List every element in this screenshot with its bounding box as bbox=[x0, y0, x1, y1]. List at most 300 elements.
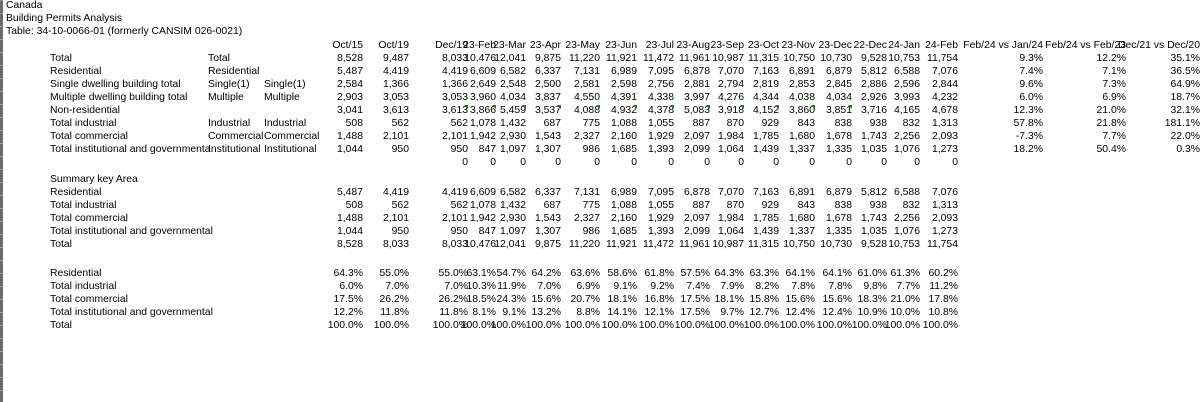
summary-value-cell[interactable]: 10,730 bbox=[820, 239, 852, 250]
share-value-cell[interactable]: 55.0% bbox=[438, 268, 468, 279]
value-cell[interactable]: 0 bbox=[738, 157, 744, 168]
value-cell[interactable]: 7,131 bbox=[573, 66, 600, 77]
row-sublabel[interactable]: Commercial bbox=[208, 131, 264, 142]
value-cell[interactable]: 1,678 bbox=[825, 131, 852, 142]
value-cell[interactable]: 1,984 bbox=[717, 131, 744, 142]
share-value-cell[interactable]: 13.2% bbox=[531, 307, 561, 318]
value-cell[interactable]: 986 bbox=[582, 144, 600, 155]
share-value-cell[interactable]: 63.3% bbox=[749, 268, 779, 279]
value-cell[interactable]: 887 bbox=[692, 118, 710, 129]
value-cell[interactable]: 2,099 bbox=[683, 144, 710, 155]
column-header[interactable]: 23-Jun bbox=[605, 40, 637, 51]
column-header[interactable]: Oct/19 bbox=[378, 40, 409, 51]
share-value-cell[interactable]: 61.8% bbox=[644, 268, 674, 279]
value-cell[interactable]: 6,891 bbox=[788, 66, 815, 77]
value-cell[interactable]: 4,038 bbox=[788, 92, 815, 103]
summary-value-cell[interactable]: 929 bbox=[761, 200, 779, 211]
value-cell[interactable]: 4,378 bbox=[647, 105, 674, 116]
value-cell[interactable]: 1,366 bbox=[382, 79, 409, 90]
summary-value-cell[interactable]: 1,543 bbox=[534, 213, 561, 224]
share-value-cell[interactable]: 63.6% bbox=[570, 268, 600, 279]
value-cell[interactable]: 1,335 bbox=[825, 144, 852, 155]
summary-value-cell[interactable]: 1,743 bbox=[860, 213, 887, 224]
value-cell[interactable]: 1,942 bbox=[469, 131, 496, 142]
share-value-cell[interactable]: 100.0% bbox=[851, 320, 887, 331]
summary-value-cell[interactable]: 1,097 bbox=[499, 226, 526, 237]
value-cell[interactable]: 2,581 bbox=[573, 79, 600, 90]
share-value-cell[interactable]: 7.8% bbox=[791, 281, 815, 292]
value-cell[interactable]: 1,035 bbox=[860, 144, 887, 155]
summary-value-cell[interactable]: 950 bbox=[391, 226, 409, 237]
summary-value-cell[interactable]: 1,785 bbox=[752, 213, 779, 224]
value-cell[interactable]: 4,034 bbox=[499, 92, 526, 103]
share-value-cell[interactable]: 100.0% bbox=[884, 320, 920, 331]
change-cell[interactable]: 50.4% bbox=[1096, 144, 1126, 155]
summary-value-cell[interactable]: 9,528 bbox=[860, 239, 887, 250]
value-cell[interactable]: 2,794 bbox=[717, 79, 744, 90]
value-cell[interactable]: 1,366 bbox=[441, 79, 468, 90]
summary-value-cell[interactable]: 10,753 bbox=[888, 239, 920, 250]
value-cell[interactable]: 1,055 bbox=[647, 118, 674, 129]
value-cell[interactable]: 2,101 bbox=[382, 131, 409, 142]
change-cell[interactable]: 7.7% bbox=[1102, 131, 1126, 142]
share-value-cell[interactable]: 100.0% bbox=[432, 320, 468, 331]
value-cell[interactable]: 2,881 bbox=[683, 79, 710, 90]
value-cell[interactable]: 843 bbox=[797, 118, 815, 129]
value-cell[interactable]: 0 bbox=[490, 157, 496, 168]
summary-value-cell[interactable]: 508 bbox=[345, 200, 363, 211]
share-value-cell[interactable]: 54.7% bbox=[496, 268, 526, 279]
summary-value-cell[interactable]: 1,055 bbox=[647, 200, 674, 211]
value-cell[interactable]: 9,487 bbox=[382, 53, 409, 64]
change-cell[interactable]: -7.3% bbox=[1015, 131, 1043, 142]
value-cell[interactable]: 4,391 bbox=[610, 92, 637, 103]
summary-value-cell[interactable]: 687 bbox=[543, 200, 561, 211]
value-cell[interactable]: 0 bbox=[631, 157, 637, 168]
value-cell[interactable]: 6,588 bbox=[893, 66, 920, 77]
share-value-cell[interactable]: 7.8% bbox=[828, 281, 852, 292]
change-cell[interactable]: 35.1% bbox=[1170, 53, 1200, 64]
change-cell[interactable]: 181.1% bbox=[1164, 118, 1200, 129]
share-value-cell[interactable]: 12.2% bbox=[333, 307, 363, 318]
value-cell[interactable]: 508 bbox=[345, 118, 363, 129]
value-cell[interactable]: 7,095 bbox=[647, 66, 674, 77]
share-value-cell[interactable]: 17.5% bbox=[680, 294, 710, 305]
value-cell[interactable]: 5,487 bbox=[336, 66, 363, 77]
value-cell[interactable]: 5,083 bbox=[683, 105, 710, 116]
value-cell[interactable]: 3,537 bbox=[534, 105, 561, 116]
value-cell[interactable]: 11,961 bbox=[678, 53, 710, 64]
value-cell[interactable]: 1,439 bbox=[752, 144, 779, 155]
change-cell[interactable]: 12.3% bbox=[1013, 105, 1043, 116]
share-value-cell[interactable]: 61.0% bbox=[857, 268, 887, 279]
value-cell[interactable]: 10,750 bbox=[783, 53, 815, 64]
share-value-cell[interactable]: 10.8% bbox=[928, 307, 958, 318]
value-cell[interactable]: 3,053 bbox=[441, 92, 468, 103]
share-value-cell[interactable]: 7.0% bbox=[385, 281, 409, 292]
value-cell[interactable]: 4,678 bbox=[931, 105, 958, 116]
share-value-cell[interactable]: 11.9% bbox=[497, 281, 526, 292]
share-value-cell[interactable]: 12.1% bbox=[644, 307, 674, 318]
summary-value-cell[interactable]: 986 bbox=[582, 226, 600, 237]
value-cell[interactable]: 11,921 bbox=[605, 53, 637, 64]
change-cell[interactable]: 18.2% bbox=[1013, 144, 1043, 155]
change-cell[interactable]: 6.9% bbox=[1102, 92, 1126, 103]
value-cell[interactable]: 10,476 bbox=[464, 53, 496, 64]
value-cell[interactable]: 4,932 bbox=[610, 105, 637, 116]
summary-value-cell[interactable]: 6,879 bbox=[825, 187, 852, 198]
summary-value-cell[interactable]: 7,076 bbox=[931, 187, 958, 198]
summary-value-cell[interactable]: 12,041 bbox=[494, 239, 526, 250]
value-cell[interactable]: 1,044 bbox=[336, 144, 363, 155]
column-header[interactable]: Dec/19 bbox=[435, 40, 468, 51]
share-value-cell[interactable]: 17.5% bbox=[680, 307, 710, 318]
share-value-cell[interactable]: 100.0% bbox=[743, 320, 779, 331]
share-value-cell[interactable]: 55.0% bbox=[379, 268, 409, 279]
share-value-cell[interactable]: 10.3% bbox=[466, 281, 496, 292]
summary-value-cell[interactable]: 562 bbox=[450, 200, 468, 211]
share-value-cell[interactable]: 100.0% bbox=[373, 320, 409, 331]
value-cell[interactable]: 0 bbox=[952, 157, 958, 168]
share-value-cell[interactable]: 20.7% bbox=[570, 294, 600, 305]
summary-value-cell[interactable]: 5,812 bbox=[860, 187, 887, 198]
share-value-cell[interactable]: 100.0% bbox=[525, 320, 561, 331]
share-value-cell[interactable]: 64.1% bbox=[785, 268, 815, 279]
share-value-cell[interactable]: 17.8% bbox=[928, 294, 958, 305]
share-value-cell[interactable]: 58.6% bbox=[607, 268, 637, 279]
summary-value-cell[interactable]: 1,680 bbox=[788, 213, 815, 224]
share-row-label[interactable]: Total commercial bbox=[50, 294, 128, 305]
share-value-cell[interactable]: 7.0% bbox=[444, 281, 468, 292]
share-value-cell[interactable]: 11.2% bbox=[929, 281, 958, 292]
change-cell[interactable]: 12.2% bbox=[1096, 53, 1126, 64]
value-cell[interactable]: 0 bbox=[555, 157, 561, 168]
value-cell[interactable]: 2,584 bbox=[336, 79, 363, 90]
value-cell[interactable]: 2,649 bbox=[469, 79, 496, 90]
change-cell[interactable]: 7.1% bbox=[1102, 66, 1126, 77]
summary-value-cell[interactable]: 1,393 bbox=[647, 226, 674, 237]
share-value-cell[interactable]: 12.4% bbox=[822, 307, 852, 318]
change-cell[interactable]: 0.3% bbox=[1176, 144, 1200, 155]
share-value-cell[interactable]: 10.0% bbox=[890, 307, 920, 318]
value-cell[interactable]: 1,393 bbox=[647, 144, 674, 155]
row-sublabel-2[interactable]: Industrial bbox=[264, 118, 307, 129]
value-cell[interactable]: 0 bbox=[773, 157, 779, 168]
row-sublabel[interactable]: Total bbox=[208, 53, 230, 64]
summary-value-cell[interactable]: 1,064 bbox=[717, 226, 744, 237]
value-cell[interactable]: 3,613 bbox=[382, 105, 409, 116]
summary-value-cell[interactable]: 1,035 bbox=[860, 226, 887, 237]
summary-value-cell[interactable]: 11,754 bbox=[926, 239, 958, 250]
value-cell[interactable]: 1,273 bbox=[931, 144, 958, 155]
value-cell[interactable]: 2,598 bbox=[610, 79, 637, 90]
value-cell[interactable]: 4,232 bbox=[931, 92, 958, 103]
change-cell[interactable]: 22.0% bbox=[1170, 131, 1200, 142]
change-cell[interactable]: 6.0% bbox=[1019, 92, 1043, 103]
value-cell[interactable]: 0 bbox=[914, 157, 920, 168]
summary-value-cell[interactable]: 562 bbox=[391, 200, 409, 211]
share-value-cell[interactable]: 8.8% bbox=[576, 307, 600, 318]
row-sublabel[interactable]: Single(1) bbox=[208, 79, 250, 90]
share-value-cell[interactable]: 7.9% bbox=[720, 281, 744, 292]
value-cell[interactable]: 8,528 bbox=[336, 53, 363, 64]
value-cell[interactable]: 847 bbox=[478, 144, 496, 155]
value-cell[interactable]: 1,680 bbox=[788, 131, 815, 142]
column-header[interactable]: 23-Aug bbox=[676, 40, 710, 51]
summary-value-cell[interactable]: 4,419 bbox=[441, 187, 468, 198]
change-column-header[interactable]: Feb/24 vs Feb/23 bbox=[1045, 40, 1126, 51]
share-value-cell[interactable]: 61.3% bbox=[890, 268, 920, 279]
value-cell[interactable]: 3,960 bbox=[469, 92, 496, 103]
summary-value-cell[interactable]: 1,984 bbox=[717, 213, 744, 224]
row-label[interactable]: Single dwelling building total bbox=[50, 79, 181, 90]
share-value-cell[interactable]: 100.0% bbox=[564, 320, 600, 331]
summary-value-cell[interactable]: 8,528 bbox=[336, 239, 363, 250]
share-value-cell[interactable]: 100.0% bbox=[674, 320, 710, 331]
value-cell[interactable]: 0 bbox=[809, 157, 815, 168]
value-cell[interactable]: 12,041 bbox=[494, 53, 526, 64]
summary-value-cell[interactable]: 1,942 bbox=[469, 213, 496, 224]
column-header[interactable]: 23-Dec bbox=[818, 40, 852, 51]
column-header[interactable]: 23-Apr bbox=[529, 40, 561, 51]
share-value-cell[interactable]: 15.6% bbox=[822, 294, 852, 305]
value-cell[interactable]: 7,163 bbox=[752, 66, 779, 77]
summary-value-cell[interactable]: 8,033 bbox=[382, 239, 409, 250]
value-cell[interactable]: 2,093 bbox=[931, 131, 958, 142]
column-header[interactable]: 24-Feb bbox=[925, 40, 958, 51]
value-cell[interactable]: 4,034 bbox=[825, 92, 852, 103]
summary-value-cell[interactable]: 2,101 bbox=[382, 213, 409, 224]
change-cell[interactable]: 7.4% bbox=[1019, 66, 1043, 77]
share-row-label[interactable]: Residential bbox=[50, 268, 102, 279]
summary-value-cell[interactable]: 838 bbox=[834, 200, 852, 211]
share-value-cell[interactable]: 7.7% bbox=[896, 281, 920, 292]
value-cell[interactable]: 10,987 bbox=[712, 53, 744, 64]
value-cell[interactable]: 1,432 bbox=[499, 118, 526, 129]
value-cell[interactable]: 1,685 bbox=[610, 144, 637, 155]
change-cell[interactable]: 21.8% bbox=[1096, 118, 1126, 129]
share-value-cell[interactable]: 9.1% bbox=[502, 307, 526, 318]
value-cell[interactable]: 2,548 bbox=[499, 79, 526, 90]
value-cell[interactable]: 687 bbox=[543, 118, 561, 129]
share-value-cell[interactable]: 15.8% bbox=[749, 294, 779, 305]
summary-value-cell[interactable]: 11,961 bbox=[678, 239, 710, 250]
change-cell[interactable]: 18.7% bbox=[1170, 92, 1200, 103]
summary-value-cell[interactable]: 2,097 bbox=[683, 213, 710, 224]
share-value-cell[interactable]: 9.8% bbox=[863, 281, 887, 292]
value-cell[interactable]: 6,878 bbox=[683, 66, 710, 77]
value-cell[interactable]: 9,875 bbox=[534, 53, 561, 64]
summary-value-cell[interactable]: 6,588 bbox=[893, 187, 920, 198]
column-header[interactable]: 23-Mar bbox=[493, 40, 526, 51]
value-cell[interactable]: 929 bbox=[761, 118, 779, 129]
row-sublabel-2[interactable]: Commercial bbox=[264, 131, 320, 142]
value-cell[interactable]: 2,327 bbox=[573, 131, 600, 142]
share-value-cell[interactable]: 8.1% bbox=[472, 307, 496, 318]
value-cell[interactable]: 950 bbox=[450, 144, 468, 155]
value-cell[interactable]: 11,315 bbox=[747, 53, 779, 64]
value-cell[interactable]: 838 bbox=[834, 118, 852, 129]
row-sublabel[interactable]: Multiple bbox=[208, 92, 244, 103]
change-cell[interactable]: 57.8% bbox=[1013, 118, 1043, 129]
change-cell[interactable]: 64.9% bbox=[1170, 79, 1200, 90]
value-cell[interactable]: 2,930 bbox=[499, 131, 526, 142]
share-value-cell[interactable]: 100.0% bbox=[327, 320, 363, 331]
value-cell[interactable]: 832 bbox=[902, 118, 920, 129]
share-value-cell[interactable]: 100.0% bbox=[922, 320, 958, 331]
summary-value-cell[interactable]: 1,273 bbox=[931, 226, 958, 237]
share-value-cell[interactable]: 10.9% bbox=[857, 307, 887, 318]
value-cell[interactable]: 1,078 bbox=[469, 118, 496, 129]
value-cell[interactable]: 4,550 bbox=[573, 92, 600, 103]
summary-value-cell[interactable]: 7,095 bbox=[647, 187, 674, 198]
value-cell[interactable]: 1,929 bbox=[647, 131, 674, 142]
change-cell[interactable]: 9.3% bbox=[1019, 53, 1043, 64]
row-label[interactable]: Total commercial bbox=[50, 131, 128, 142]
value-cell[interactable]: 10,730 bbox=[820, 53, 852, 64]
value-cell[interactable]: 3,041 bbox=[336, 105, 363, 116]
value-cell[interactable]: 2,886 bbox=[860, 79, 887, 90]
column-header[interactable]: 22-Dec bbox=[853, 40, 887, 51]
value-cell[interactable]: 7,076 bbox=[931, 66, 958, 77]
share-value-cell[interactable]: 64.1% bbox=[822, 268, 852, 279]
row-sublabel[interactable]: Institutional bbox=[208, 144, 261, 155]
summary-value-cell[interactable]: 1,078 bbox=[469, 200, 496, 211]
summary-value-cell[interactable]: 1,307 bbox=[534, 226, 561, 237]
summary-value-cell[interactable]: 8,033 bbox=[441, 239, 468, 250]
value-cell[interactable]: 6,989 bbox=[610, 66, 637, 77]
column-header[interactable]: 23-Oct bbox=[747, 40, 779, 51]
share-value-cell[interactable]: 18.5% bbox=[466, 294, 496, 305]
value-cell[interactable]: 562 bbox=[450, 118, 468, 129]
value-cell[interactable]: 1,337 bbox=[788, 144, 815, 155]
row-label[interactable]: Non-residential bbox=[50, 105, 120, 116]
share-value-cell[interactable]: 18.1% bbox=[607, 294, 637, 305]
value-cell[interactable]: 870 bbox=[726, 118, 744, 129]
value-cell[interactable]: 2,926 bbox=[860, 92, 887, 103]
summary-value-cell[interactable]: 843 bbox=[797, 200, 815, 211]
value-cell[interactable]: 3,851 bbox=[825, 105, 852, 116]
column-header[interactable]: Oct/15 bbox=[332, 40, 363, 51]
value-cell[interactable]: 3,053 bbox=[382, 92, 409, 103]
value-cell[interactable]: 6,582 bbox=[499, 66, 526, 77]
value-cell[interactable]: 7,070 bbox=[717, 66, 744, 77]
value-cell[interactable]: 2,853 bbox=[788, 79, 815, 90]
value-cell[interactable]: 10,753 bbox=[888, 53, 920, 64]
summary-value-cell[interactable]: 2,160 bbox=[610, 213, 637, 224]
summary-value-cell[interactable]: 2,327 bbox=[573, 213, 600, 224]
share-value-cell[interactable]: 64.3% bbox=[333, 268, 363, 279]
value-cell[interactable]: 5,812 bbox=[860, 66, 887, 77]
value-cell[interactable]: 6,337 bbox=[534, 66, 561, 77]
share-value-cell[interactable]: 100.0% bbox=[779, 320, 815, 331]
summary-value-cell[interactable]: 10,987 bbox=[712, 239, 744, 250]
value-cell[interactable]: 1,543 bbox=[534, 131, 561, 142]
summary-value-cell[interactable]: 1,678 bbox=[825, 213, 852, 224]
summary-row-label[interactable]: Residential bbox=[50, 187, 102, 198]
summary-value-cell[interactable]: 6,989 bbox=[610, 187, 637, 198]
summary-value-cell[interactable]: 7,163 bbox=[752, 187, 779, 198]
share-value-cell[interactable]: 9.2% bbox=[650, 281, 674, 292]
share-value-cell[interactable]: 6.9% bbox=[576, 281, 600, 292]
share-value-cell[interactable]: 9.1% bbox=[613, 281, 637, 292]
value-cell[interactable]: 2,097 bbox=[683, 131, 710, 142]
summary-value-cell[interactable]: 847 bbox=[478, 226, 496, 237]
row-sublabel-2[interactable]: Institutional bbox=[264, 144, 317, 155]
value-cell[interactable]: 2,256 bbox=[893, 131, 920, 142]
summary-value-cell[interactable]: 5,487 bbox=[336, 187, 363, 198]
share-value-cell[interactable]: 14.1% bbox=[607, 307, 637, 318]
share-value-cell[interactable]: 64.2% bbox=[531, 268, 561, 279]
share-value-cell[interactable]: 26.2% bbox=[438, 294, 468, 305]
change-column-header[interactable]: Dec/21 vs Dec/20 bbox=[1117, 40, 1200, 51]
row-label[interactable]: Total bbox=[50, 53, 72, 64]
change-cell[interactable]: 36.5% bbox=[1170, 66, 1200, 77]
column-header[interactable]: 23-Sep bbox=[710, 40, 744, 51]
value-cell[interactable]: 1,785 bbox=[752, 131, 779, 142]
value-cell[interactable]: 11,220 bbox=[568, 53, 600, 64]
value-cell[interactable]: 3,993 bbox=[893, 92, 920, 103]
value-cell[interactable]: 3,716 bbox=[860, 105, 887, 116]
value-cell[interactable]: 4,344 bbox=[752, 92, 779, 103]
share-value-cell[interactable]: 26.2% bbox=[379, 294, 409, 305]
summary-value-cell[interactable]: 2,101 bbox=[441, 213, 468, 224]
value-cell[interactable]: 3,866 bbox=[469, 105, 496, 116]
summary-value-cell[interactable]: 1,929 bbox=[647, 213, 674, 224]
summary-value-cell[interactable]: 11,472 bbox=[642, 239, 674, 250]
share-row-label[interactable]: Total industrial bbox=[50, 281, 117, 292]
column-header[interactable]: 23-Jul bbox=[645, 40, 674, 51]
value-cell[interactable]: 0 bbox=[704, 157, 710, 168]
share-value-cell[interactable]: 15.6% bbox=[531, 294, 561, 305]
summary-value-cell[interactable]: 10,476 bbox=[464, 239, 496, 250]
summary-value-cell[interactable]: 1,044 bbox=[336, 226, 363, 237]
summary-value-cell[interactable]: 4,419 bbox=[382, 187, 409, 198]
value-cell[interactable]: 3,918 bbox=[717, 105, 744, 116]
summary-value-cell[interactable]: 11,220 bbox=[568, 239, 600, 250]
summary-value-cell[interactable]: 6,891 bbox=[788, 187, 815, 198]
value-cell[interactable]: 2,756 bbox=[647, 79, 674, 90]
row-label[interactable]: Total institutional and governmenta bbox=[50, 144, 211, 155]
share-value-cell[interactable]: 12.4% bbox=[785, 307, 815, 318]
value-cell[interactable]: 0 bbox=[846, 157, 852, 168]
value-cell[interactable]: 775 bbox=[582, 118, 600, 129]
summary-value-cell[interactable]: 9,875 bbox=[534, 239, 561, 250]
summary-value-cell[interactable]: 832 bbox=[902, 200, 920, 211]
summary-heading[interactable]: Summary key Area bbox=[50, 174, 138, 185]
value-cell[interactable]: 0 bbox=[668, 157, 674, 168]
value-cell[interactable]: 0 bbox=[881, 157, 887, 168]
summary-value-cell[interactable]: 2,256 bbox=[893, 213, 920, 224]
value-cell[interactable]: 6,609 bbox=[469, 66, 496, 77]
value-cell[interactable]: 1,064 bbox=[717, 144, 744, 155]
share-value-cell[interactable]: 100.0% bbox=[460, 320, 496, 331]
value-cell[interactable]: 2,160 bbox=[610, 131, 637, 142]
share-value-cell[interactable]: 63.1% bbox=[466, 268, 496, 279]
share-row-label[interactable]: Total institutional and governmental bbox=[50, 307, 213, 318]
summary-row-label[interactable]: Total bbox=[50, 239, 72, 250]
value-cell[interactable]: 1,076 bbox=[893, 144, 920, 155]
summary-value-cell[interactable]: 1,335 bbox=[825, 226, 852, 237]
share-value-cell[interactable]: 60.2% bbox=[928, 268, 958, 279]
value-cell[interactable]: 2,845 bbox=[825, 79, 852, 90]
share-value-cell[interactable]: 100.0% bbox=[490, 320, 526, 331]
share-value-cell[interactable]: 16.8% bbox=[644, 294, 674, 305]
summary-value-cell[interactable]: 1,313 bbox=[931, 200, 958, 211]
summary-value-cell[interactable]: 950 bbox=[450, 226, 468, 237]
column-header[interactable]: 24-Jan bbox=[888, 40, 920, 51]
summary-value-cell[interactable]: 1,076 bbox=[893, 226, 920, 237]
